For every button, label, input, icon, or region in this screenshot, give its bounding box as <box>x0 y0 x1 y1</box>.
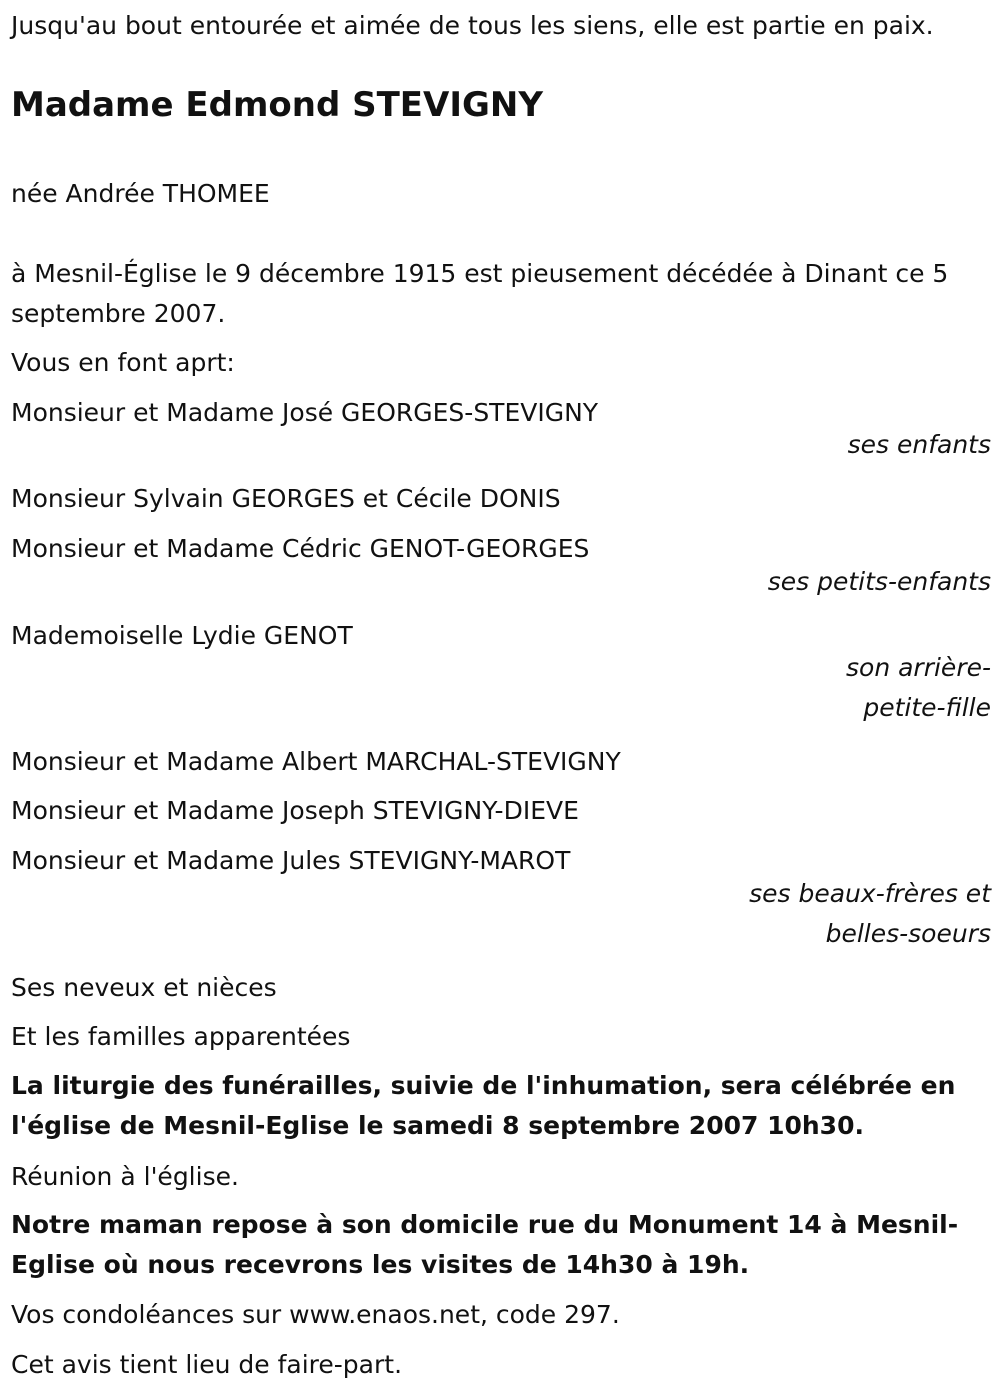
in-law-name: Monsieur et Madame Jules STEVIGNY-MAROT <box>11 846 571 875</box>
intro-text: Jusqu'au bout entourée et aimée de tous les siens, elle est partie en paix. <box>11 11 934 40</box>
children-role: ses enfants <box>847 430 991 459</box>
announcers-heading: Vous en font aprt: <box>11 348 235 377</box>
in-law-name: Monsieur et Madame Albert MARCHAL-STEVIGNY <box>11 747 621 776</box>
in-law-name: Monsieur et Madame Joseph STEVIGNY-DIEVE <box>11 796 579 825</box>
death-details: à Mesnil-Église le 9 décembre 1915 est pieusement décédée à Dinant ce 5 septembre 2007. <box>11 259 949 328</box>
meeting-note: Réunion à l'église. <box>11 1162 239 1191</box>
condolences-note: Vos condoléances sur www.enaos.net, code 297. <box>11 1300 620 1329</box>
great-grandchild-name: Mademoiselle Lydie GENOT <box>11 621 353 650</box>
relatives-line: Ses neveux et nièces <box>11 973 277 1002</box>
birth-name: née Andrée THOMEE <box>11 179 270 208</box>
child-name: Monsieur et Madame José GEORGES-STEVIGNY <box>11 398 599 427</box>
closing-note: Cet avis tient lieu de faire-part. <box>11 1350 403 1379</box>
obituary-notice <box>11 0 991 1400</box>
relatives-line: Et les familles apparentées <box>11 1022 351 1051</box>
liturgy-announcement: La liturgie des funérailles, suivie de l'inhumation, sera célébrée en l'église de Mesnil-Eglise le samedi 8 septembre 2007 10h30. <box>11 1071 956 1140</box>
grandchildren-role: ses petits-enfants <box>767 567 991 596</box>
visitation-announcement: Notre maman repose à son domicile rue du Monument 14 à Mesnil-Eglise où nous recevrons les visites de 14h30 à 19h. <box>11 1210 959 1279</box>
in-laws-role: ses beaux-frères et belles-soeurs <box>749 879 991 948</box>
grandchild-name: Monsieur Sylvain GEORGES et Cécile DONIS <box>11 484 561 513</box>
deceased-name: Madame Edmond STEVIGNY <box>11 85 543 125</box>
great-grandchildren-role: son arrière-petite-fille <box>846 653 991 722</box>
grandchild-name: Monsieur et Madame Cédric GENOT-GEORGES <box>11 534 590 563</box>
